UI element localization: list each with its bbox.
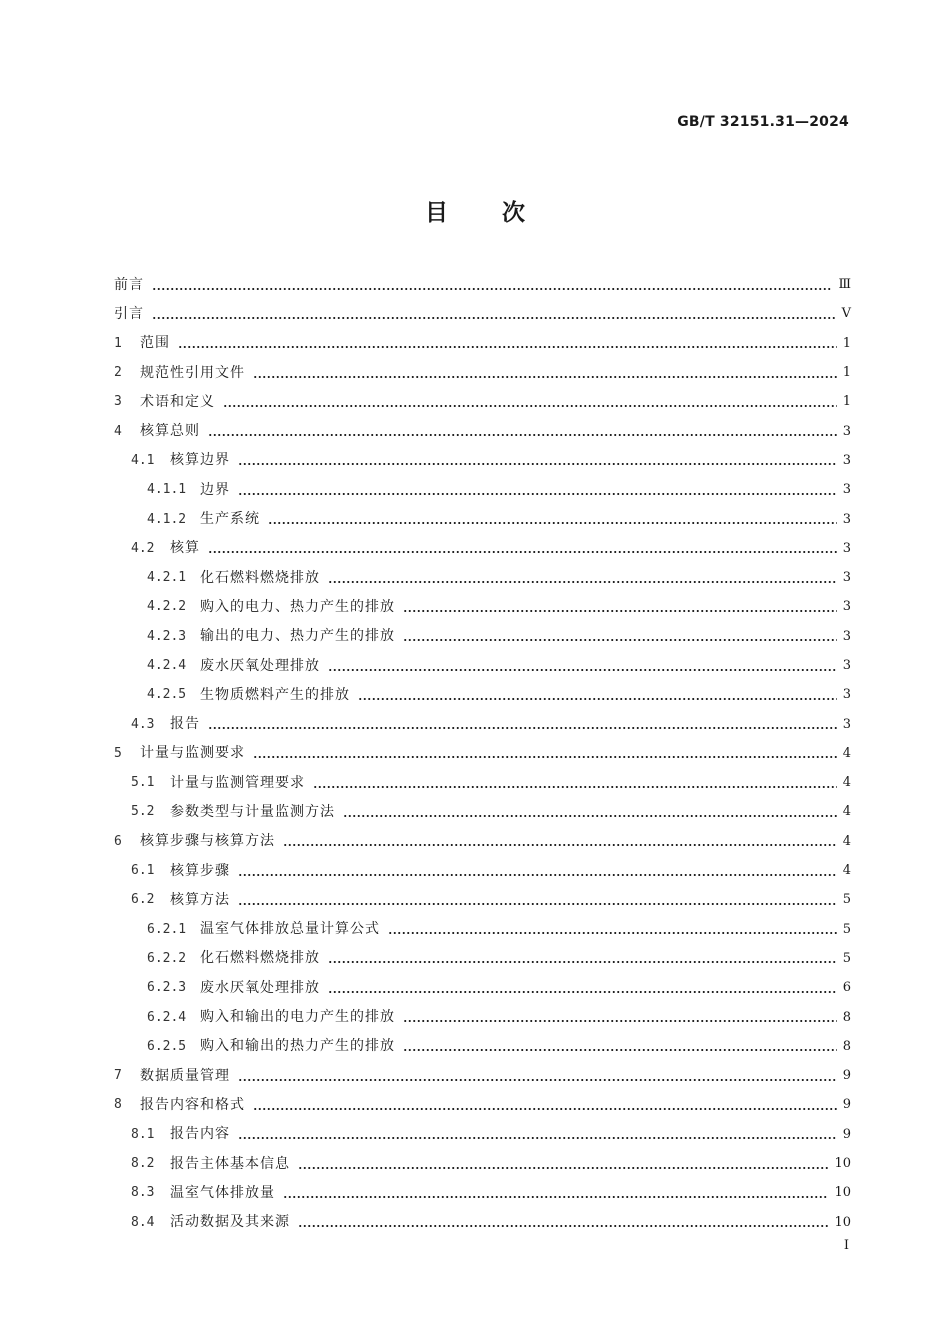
toc-entry[interactable] (114, 709, 851, 738)
toc-entry-page: 8 (842, 1038, 851, 1054)
toc-entry-page: 3 (842, 599, 851, 615)
toc-entry-title: 温室气体排放总量计算公式 (200, 921, 380, 938)
toc-entry-number: 1 (114, 335, 122, 351)
toc-entry-title: 核算步骤与核算方法 (140, 833, 275, 850)
toc-entry-number: 6.2.5 (147, 1038, 187, 1054)
toc-entry-page: 10 (834, 1185, 851, 1201)
toc-entry-page: 9 (842, 1097, 851, 1113)
toc-entry-title: 生产系统 (200, 511, 260, 528)
toc-entry-page: Ⅴ (841, 306, 851, 322)
dot-leader (152, 278, 832, 292)
toc-entry-number: 6.1 (131, 863, 155, 879)
toc-entry[interactable] (114, 446, 851, 475)
page-folio: Ⅰ (843, 1238, 849, 1253)
toc-entry[interactable] (114, 504, 851, 533)
toc-entry-number: 4.1.1 (147, 482, 187, 498)
toc-entry-title: 引言 (114, 305, 144, 322)
dot-leader (298, 1215, 828, 1229)
dot-leader (328, 659, 837, 673)
toc-entry-number: 2 (114, 365, 122, 381)
toc-entry-title: 报告内容 (170, 1126, 230, 1143)
toc-entry-page: 9 (842, 1126, 851, 1142)
toc-entry[interactable] (114, 973, 851, 1002)
toc-entry-number: 6.2.1 (147, 921, 187, 937)
toc-entry[interactable] (114, 1032, 851, 1061)
toc-entry-page: 3 (842, 452, 851, 468)
dot-leader (328, 951, 837, 965)
toc-entry-number: 7 (114, 1068, 122, 1084)
dot-leader (358, 688, 837, 702)
toc-entry[interactable] (114, 768, 851, 797)
toc-entry-page: 3 (842, 540, 851, 556)
toc-entry-page: 10 (834, 1214, 851, 1230)
toc-entry[interactable] (114, 563, 851, 592)
toc-entry[interactable] (114, 885, 851, 914)
toc-entry[interactable] (114, 915, 851, 944)
toc-entry-number: 4.2.2 (147, 599, 187, 615)
toc-entry-title: 购入和输出的电力产生的排放 (200, 1009, 395, 1026)
toc-entry[interactable] (114, 358, 851, 387)
dot-leader (238, 483, 837, 497)
toc-entry-number: 8.1 (131, 1126, 155, 1142)
toc-entry-title: 废水厌氧处理排放 (200, 979, 320, 996)
toc-entry[interactable] (114, 1090, 851, 1119)
toc-entry-title: 生物质燃料产生的排放 (200, 686, 350, 703)
toc-entry-number: 4.2.5 (147, 687, 187, 703)
toc-entry[interactable] (114, 1208, 851, 1237)
toc-entry-number: 6.2.2 (147, 950, 187, 966)
toc-entry-page: 1 (842, 394, 851, 410)
toc-entry[interactable] (114, 592, 851, 621)
dot-leader (238, 453, 837, 467)
toc-entry-title: 输出的电力、热力产生的排放 (200, 628, 395, 645)
toc-entry-title: 计量与监测要求 (140, 745, 245, 762)
dot-leader (313, 776, 837, 790)
toc-entry-title: 核算方法 (170, 891, 230, 908)
dot-leader (238, 893, 837, 907)
standard-number: GB/T 32151.31—2024 (677, 114, 849, 130)
dot-leader (328, 571, 837, 585)
toc-entry[interactable] (114, 1178, 851, 1207)
toc-entry-number: 4.1.2 (147, 511, 187, 527)
dot-leader (268, 512, 837, 526)
toc-entry-page: 4 (842, 863, 851, 879)
toc-entry-title: 核算边界 (170, 452, 230, 469)
page-title-right-char: 次 (502, 200, 525, 226)
toc-entry[interactable] (114, 739, 851, 768)
toc-entry-page: 10 (834, 1156, 851, 1172)
toc-entry-number: 4.2 (131, 540, 155, 556)
toc-entry-title: 废水厌氧处理排放 (200, 657, 320, 674)
toc-entry-page: 3 (842, 511, 851, 527)
dot-leader (238, 1069, 837, 1083)
dot-leader (152, 307, 836, 321)
toc-entry-title: 参数类型与计量监测方法 (170, 803, 335, 820)
toc-entry-title: 活动数据及其来源 (170, 1214, 290, 1231)
toc-entry-title: 核算 (170, 540, 200, 557)
dot-leader (403, 629, 837, 643)
toc-entry-number: 4.3 (131, 716, 155, 732)
toc-entry-number: 5 (114, 745, 122, 761)
dot-leader (343, 805, 837, 819)
dot-leader (253, 746, 837, 760)
toc-entry[interactable] (114, 270, 851, 299)
page-title-left-char: 目 (425, 200, 448, 226)
toc-entry-title: 术语和定义 (140, 393, 215, 410)
toc-entry-title: 购入和输出的热力产生的排放 (200, 1038, 395, 1055)
toc-entry-page: 3 (842, 658, 851, 673)
dot-leader (178, 336, 837, 350)
toc-entry-number: 4.2.3 (147, 628, 187, 644)
toc-entry-number: 8 (114, 1097, 122, 1113)
toc-entry-page: 5 (842, 892, 851, 908)
toc-entry-page: 4 (842, 745, 851, 761)
toc-entry[interactable] (114, 329, 851, 358)
dot-leader (238, 864, 837, 878)
toc-entry-number: 6.2 (131, 892, 155, 908)
dot-leader (253, 366, 837, 380)
dot-leader (208, 717, 837, 731)
toc-entry-title: 报告内容和格式 (140, 1096, 245, 1113)
page-title (0, 194, 950, 227)
toc-entry[interactable] (114, 475, 851, 504)
toc-entry-page: 3 (842, 687, 851, 703)
toc-entry-title: 化石燃料燃烧排放 (200, 569, 320, 586)
toc-entry[interactable] (114, 387, 851, 416)
toc-entry-title: 数据质量管理 (140, 1067, 230, 1084)
toc-entry-page: 4 (842, 833, 851, 849)
toc-entry-number: 3 (114, 394, 122, 410)
toc-entry-title: 化石燃料燃烧排放 (200, 950, 320, 967)
dot-leader (388, 922, 837, 936)
toc-entry[interactable] (114, 1002, 851, 1031)
dot-leader (223, 395, 837, 409)
dot-leader (208, 541, 837, 555)
toc-entry[interactable] (114, 622, 851, 651)
toc-entry-number: 4.2.1 (147, 570, 187, 586)
toc-entry[interactable] (114, 416, 851, 445)
toc-entry-page: 1 (842, 365, 851, 381)
toc-entry[interactable] (114, 827, 851, 856)
toc-entry-title: 计量与监测管理要求 (170, 774, 305, 791)
toc-entry-number: 4.1 (131, 452, 155, 468)
toc-entry-title: 报告 (170, 716, 200, 733)
toc-entry-page: 3 (842, 423, 851, 439)
toc-entry-title: 前言 (114, 276, 144, 293)
toc-entry[interactable] (114, 1149, 851, 1178)
toc-entry-title: 购入的电力、热力产生的排放 (200, 598, 395, 615)
table-of-contents (114, 270, 851, 1237)
toc-entry-title: 报告主体基本信息 (170, 1155, 290, 1172)
dot-leader (328, 981, 837, 995)
toc-entry-number: 6.2.4 (147, 1009, 187, 1025)
toc-entry-title: 规范性引用文件 (140, 364, 245, 381)
toc-entry[interactable] (114, 680, 851, 709)
toc-entry-page: 3 (842, 716, 851, 732)
dot-leader (298, 1157, 828, 1171)
toc-entry[interactable] (114, 651, 851, 680)
toc-entry-number: 5.1 (131, 775, 155, 791)
toc-entry-title: 边界 (200, 481, 230, 498)
dot-leader (238, 1127, 837, 1141)
toc-entry-page: 3 (842, 570, 851, 586)
toc-entry[interactable] (114, 856, 851, 885)
toc-entry[interactable] (114, 797, 851, 826)
dot-leader (403, 1039, 837, 1053)
toc-entry-page: Ⅲ (838, 277, 851, 293)
toc-entry-page: 1 (842, 335, 851, 351)
toc-entry-page: 4 (842, 804, 851, 820)
toc-entry[interactable] (114, 534, 851, 563)
toc-entry-page: 3 (842, 482, 851, 498)
dot-leader (253, 1098, 837, 1112)
toc-entry-page: 9 (842, 1068, 851, 1084)
toc-entry-page: 4 (842, 775, 851, 791)
toc-entry-page: 5 (842, 921, 851, 937)
toc-entry-title: 核算总则 (140, 423, 200, 440)
dot-leader (403, 1010, 837, 1024)
toc-entry-title: 核算步骤 (170, 862, 230, 879)
toc-entry[interactable] (114, 1120, 851, 1149)
toc-entry-number: 5.2 (131, 804, 155, 820)
toc-entry-page: 8 (842, 1009, 851, 1025)
dot-leader (208, 424, 837, 438)
dot-leader (403, 600, 837, 614)
dot-leader (283, 834, 837, 848)
toc-entry-number: 6.2.3 (147, 980, 187, 996)
toc-entry-number: 8.4 (131, 1214, 155, 1230)
toc-entry-number: 8.2 (131, 1156, 155, 1172)
toc-entry[interactable] (114, 944, 851, 973)
toc-entry[interactable] (114, 1061, 851, 1090)
toc-entry-title: 温室气体排放量 (170, 1184, 275, 1201)
toc-entry-page: 3 (842, 628, 851, 644)
toc-entry-page: 6 (842, 980, 851, 996)
toc-entry-number: 6 (114, 833, 122, 849)
toc-entry-number: 4 (114, 423, 122, 439)
toc-entry-number: 4.2.4 (147, 658, 187, 673)
dot-leader (283, 1186, 828, 1200)
toc-entry-title: 范围 (140, 335, 170, 352)
toc-entry-page: 5 (842, 950, 851, 966)
toc-entry[interactable] (114, 299, 851, 328)
toc-entry-number: 8.3 (131, 1185, 155, 1201)
